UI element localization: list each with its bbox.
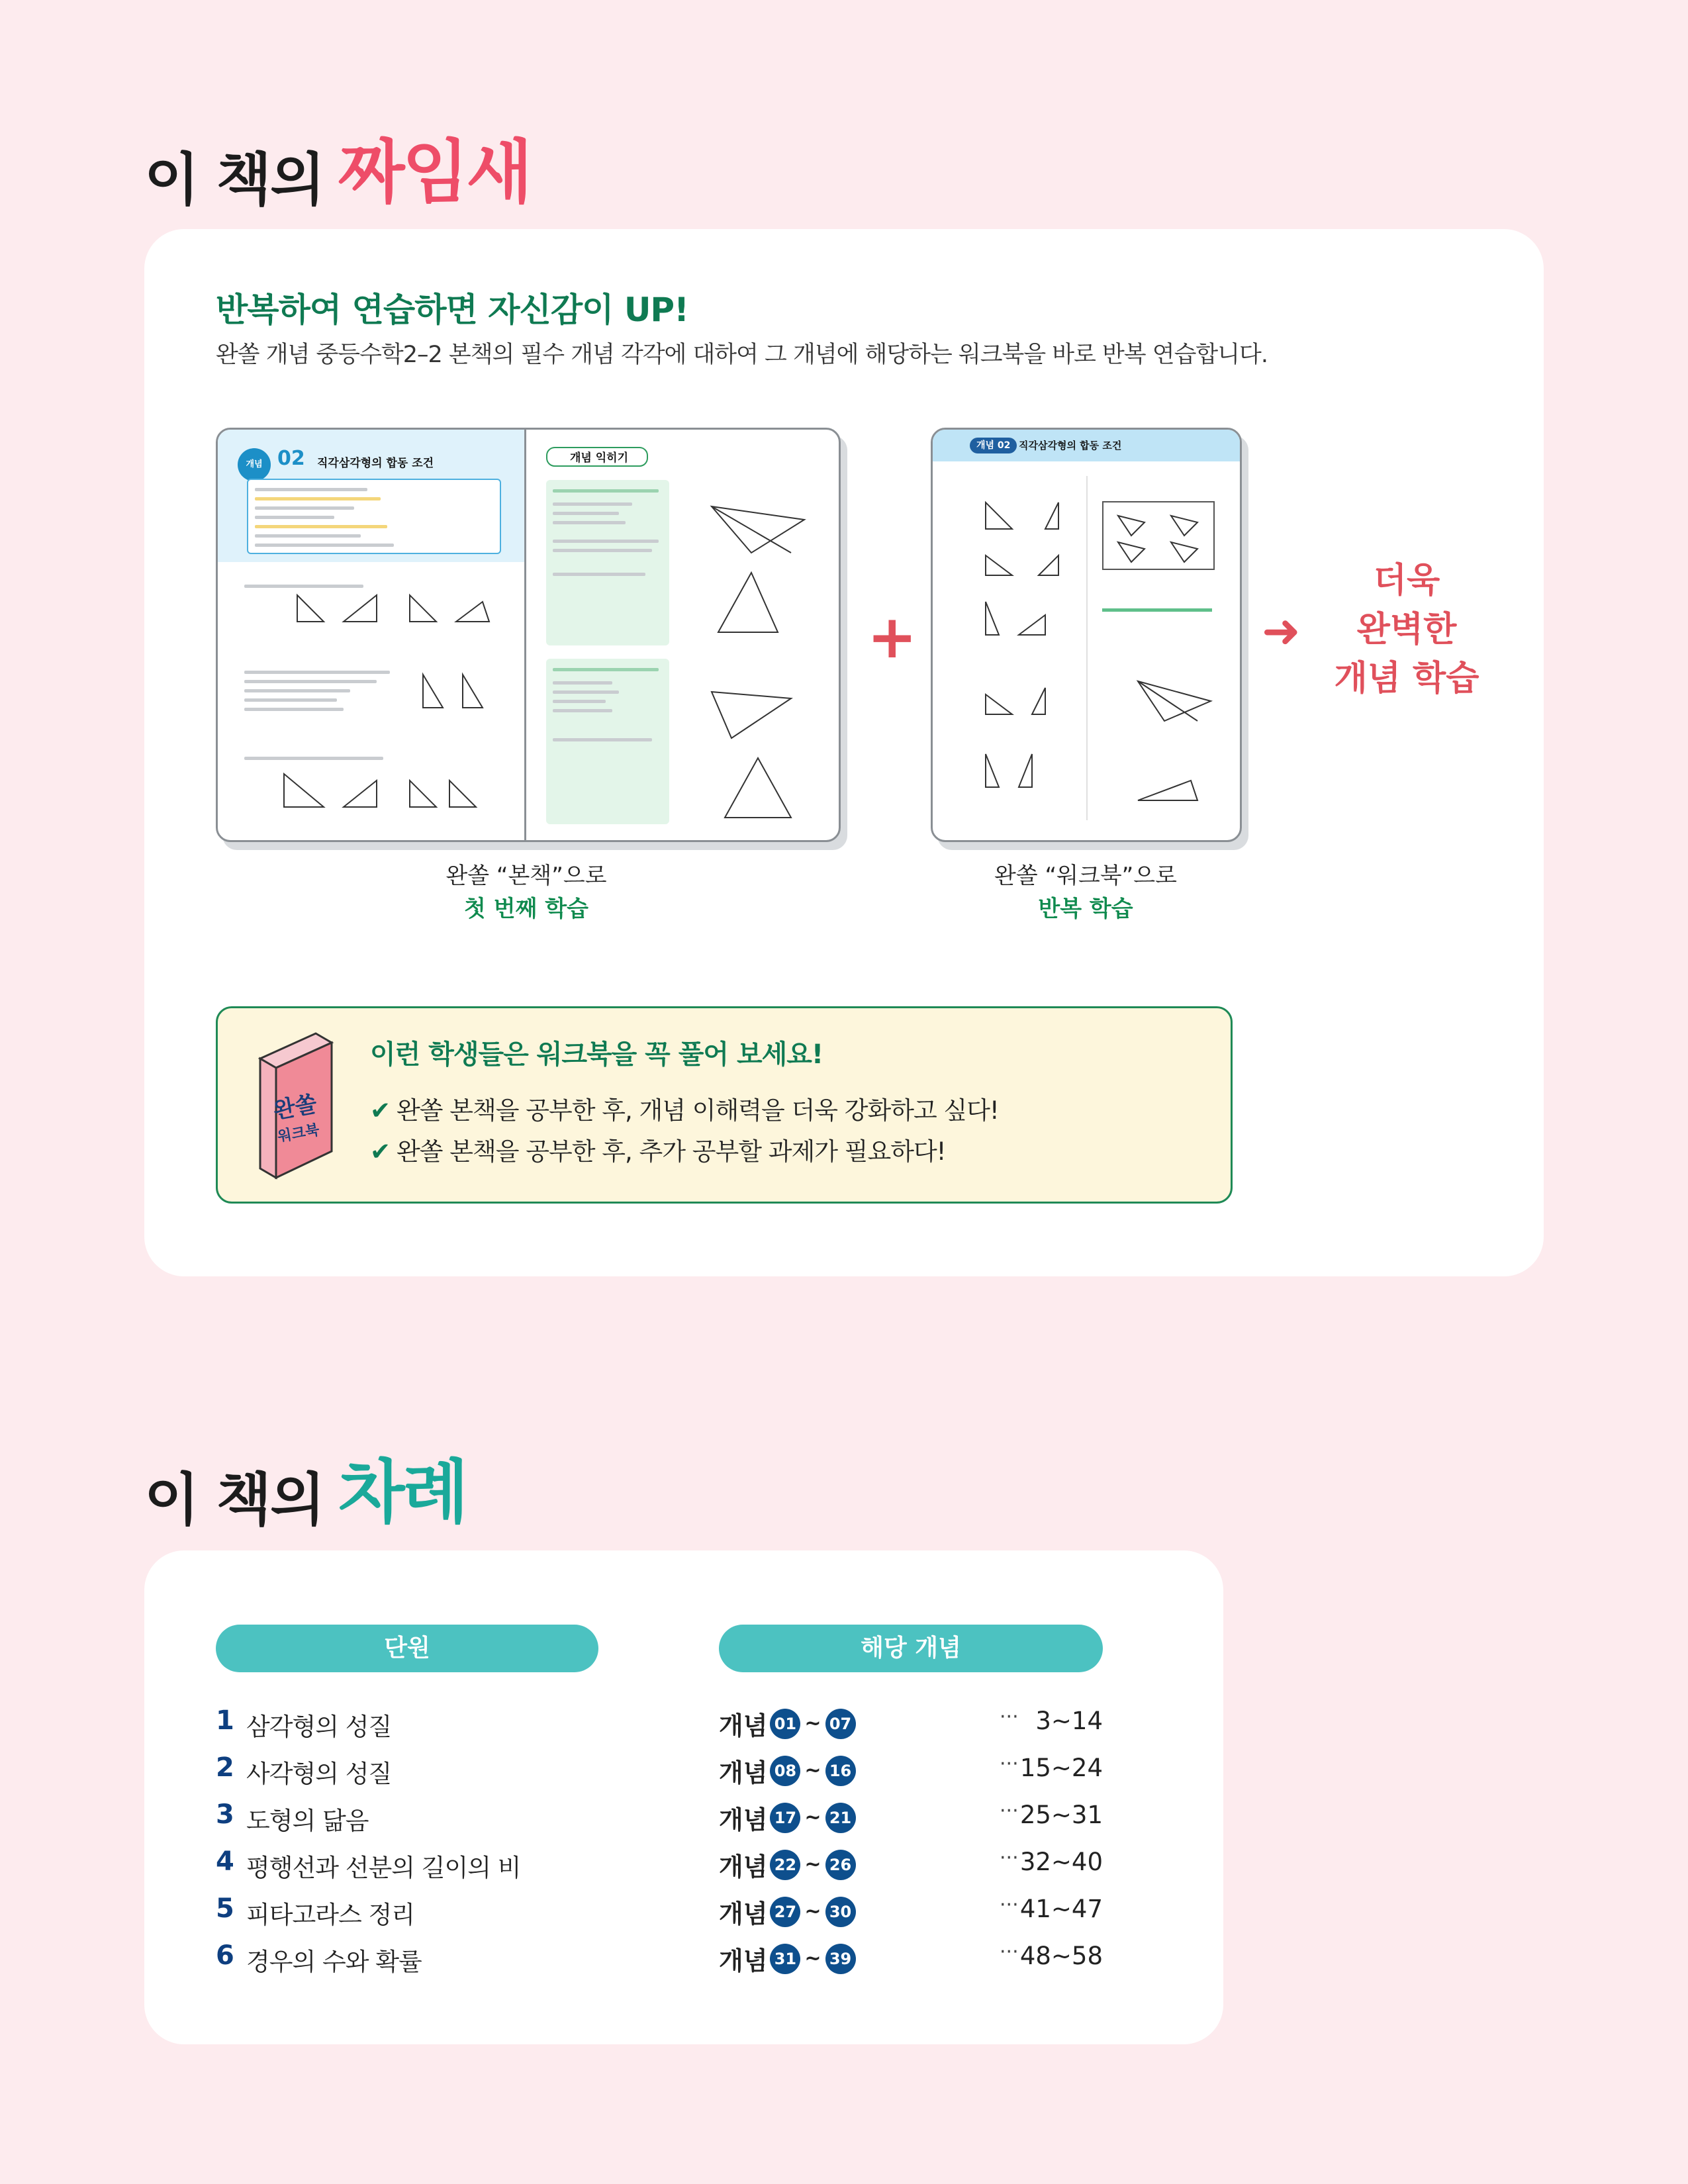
toc-unit-title: 피타고라스 정리 (246, 1901, 414, 1929)
leader-dots: ··· (1000, 1893, 1019, 1917)
book-subtitle: 워크북 (276, 1121, 321, 1146)
tip-box (216, 1006, 1233, 1204)
tilde: ~ (804, 1947, 821, 1970)
concept-to-badge: 39 (825, 1944, 856, 1974)
workbook-caption (920, 859, 1251, 926)
concept-to-badge: 21 (825, 1803, 856, 1833)
toc-heading-prefix: 이 책의 (144, 1467, 324, 1533)
structure-title: 반복하여 연습하면 자신감이 UP! (216, 291, 688, 329)
concept-word: 개념 (719, 1899, 768, 1928)
leader-dots: ··· (1000, 1752, 1019, 1776)
leader-dots: ··· (1000, 1799, 1019, 1823)
textbook-left-diagrams (244, 582, 509, 827)
concept-to-badge: 26 (825, 1850, 856, 1880)
workbook-diagrams (946, 476, 1231, 827)
leader-dots: ··· (1000, 1705, 1019, 1729)
toc-heading (144, 1437, 466, 1536)
workbook-badge: 개념 02 (970, 438, 1017, 453)
toc-unit-number: 3 (216, 1799, 234, 1830)
tip-item-text: 완쏠 본책을 공부한 후, 개념 이해력을 더욱 강화하고 싶다! (397, 1096, 999, 1125)
toc-page-range: 41~47 (1019, 1895, 1103, 1923)
structure-heading-accent: 짜임새 (338, 132, 530, 213)
concept-to-badge: 30 (825, 1897, 856, 1927)
toc-unit-number: 4 (216, 1846, 234, 1877)
textbook-concept-badge (238, 448, 271, 481)
textbook-right-diagrams (672, 480, 831, 824)
concept-from-badge: 08 (770, 1756, 800, 1786)
leader-dots: ··· (1000, 1940, 1019, 1964)
toc-row (216, 1940, 1103, 1980)
concept-from-badge: 17 (770, 1803, 800, 1833)
toc-unit-number: 5 (216, 1893, 234, 1924)
toc-page-range: 3~14 (1035, 1707, 1103, 1735)
tilde: ~ (804, 1759, 821, 1782)
structure-heading-prefix: 이 책의 (144, 147, 324, 213)
toc-unit-title: 평행선과 선분의 길이의 비 (246, 1854, 521, 1882)
toc-concept-range (719, 1846, 859, 1883)
check-icon: ✔ (370, 1096, 391, 1125)
textbook-badge-number: 02 (277, 447, 305, 470)
workbook-caption-line2: 반복 학습 (1038, 896, 1133, 922)
tilde: ~ (804, 1806, 821, 1829)
book-title: 완쏠 (271, 1090, 319, 1125)
toc-page-range: 48~58 (1019, 1942, 1103, 1970)
concept-word: 개념 (719, 1758, 768, 1787)
toc-row (216, 1705, 1103, 1745)
textbook-caption-line2: 첫 번째 학습 (464, 896, 588, 922)
concept-from-badge: 01 (770, 1709, 800, 1739)
tilde: ~ (804, 1900, 821, 1923)
toc-unit-title: 경우의 수와 확률 (246, 1948, 422, 1976)
tip-item-1 (370, 1090, 999, 1126)
textbook-practice-box-1 (546, 480, 669, 645)
toc-unit-number: 1 (216, 1705, 234, 1736)
toc-concept-range (719, 1799, 859, 1836)
toc-page-range: 32~40 (1019, 1848, 1103, 1876)
textbook-left-page (218, 430, 526, 840)
textbook-caption-line1: 완쏠 “본책”으로 (445, 863, 607, 889)
concept-from-badge: 31 (770, 1944, 800, 1974)
textbook-right-page (526, 430, 839, 840)
toc-page-range: 15~24 (1019, 1754, 1103, 1782)
concept-from-badge: 27 (770, 1897, 800, 1927)
leader-dots: ··· (1000, 1846, 1019, 1870)
tilde: ~ (804, 1853, 821, 1876)
tip-title: 이런 학생들은 워크북을 꼭 풀어 보세요! (370, 1039, 823, 1070)
concept-word: 개념 (719, 1946, 768, 1975)
textbook-practice-box-2 (546, 659, 669, 824)
toc-row (216, 1893, 1103, 1933)
toc-row (216, 1846, 1103, 1886)
textbook-caption (361, 859, 692, 926)
textbook-page-title: 직각삼각형의 합동 조건 (317, 457, 434, 470)
workbook-caption-line1: 완쏠 “워크북”으로 (994, 863, 1177, 889)
textbook-spread (216, 428, 841, 842)
concept-word: 개념 (719, 1805, 768, 1834)
arrow-right-icon: ➜ (1262, 604, 1301, 658)
textbook-concept-box (247, 479, 501, 554)
textbook-badge-label: 개념 (246, 459, 263, 469)
structure-heading (144, 117, 530, 216)
concept-to-badge: 16 (825, 1756, 856, 1786)
textbook-right-title: 개념 익히기 (570, 451, 629, 465)
concept-word: 개념 (719, 1852, 768, 1881)
structure-subtitle: 완쏠 개념 중등수학2–2 본책의 필수 개념 각각에 대하여 그 개념에 해당하는 워크북을 바로 반복 연습합니다. (216, 342, 1268, 368)
concept-word: 개념 (719, 1711, 768, 1740)
result-line2: 완벽한 (1356, 610, 1457, 649)
tip-item-text: 완쏠 본책을 공부한 후, 추가 공부할 과제가 필요하다! (397, 1137, 946, 1166)
check-icon: ✔ (370, 1137, 391, 1166)
toc-heading-accent: 차례 (338, 1452, 467, 1533)
toc-concept-range (719, 1940, 859, 1977)
toc-row (216, 1799, 1103, 1839)
toc-unit-number: 6 (216, 1940, 234, 1971)
toc-unit-number: 2 (216, 1752, 234, 1783)
workbook-book-icon (251, 1028, 337, 1187)
toc-unit-title: 사각형의 성질 (246, 1760, 392, 1788)
toc-concept-range (719, 1893, 859, 1930)
toc-page-range: 25~31 (1019, 1801, 1103, 1829)
result-line1: 더욱 (1373, 561, 1440, 600)
tip-item-2 (370, 1131, 946, 1167)
toc-unit-title: 도형의 닮음 (246, 1807, 369, 1835)
workbook-page (931, 428, 1242, 842)
toc-column-unit: 단원 (216, 1625, 598, 1672)
concept-to-badge: 07 (825, 1709, 856, 1739)
toc-concept-range (719, 1752, 859, 1789)
result-line3: 개념 학습 (1334, 659, 1479, 698)
workbook-page-title: 직각삼각형의 합동 조건 (1019, 440, 1122, 451)
result-text (1297, 556, 1516, 703)
toc-concept-range (719, 1705, 859, 1742)
concept-from-badge: 22 (770, 1850, 800, 1880)
toc-unit-title: 삼각형의 성질 (246, 1713, 392, 1741)
tilde: ~ (804, 1712, 821, 1735)
toc-row (216, 1752, 1103, 1792)
toc-column-concept: 해당 개념 (719, 1625, 1103, 1672)
plus-sign: + (867, 602, 917, 672)
